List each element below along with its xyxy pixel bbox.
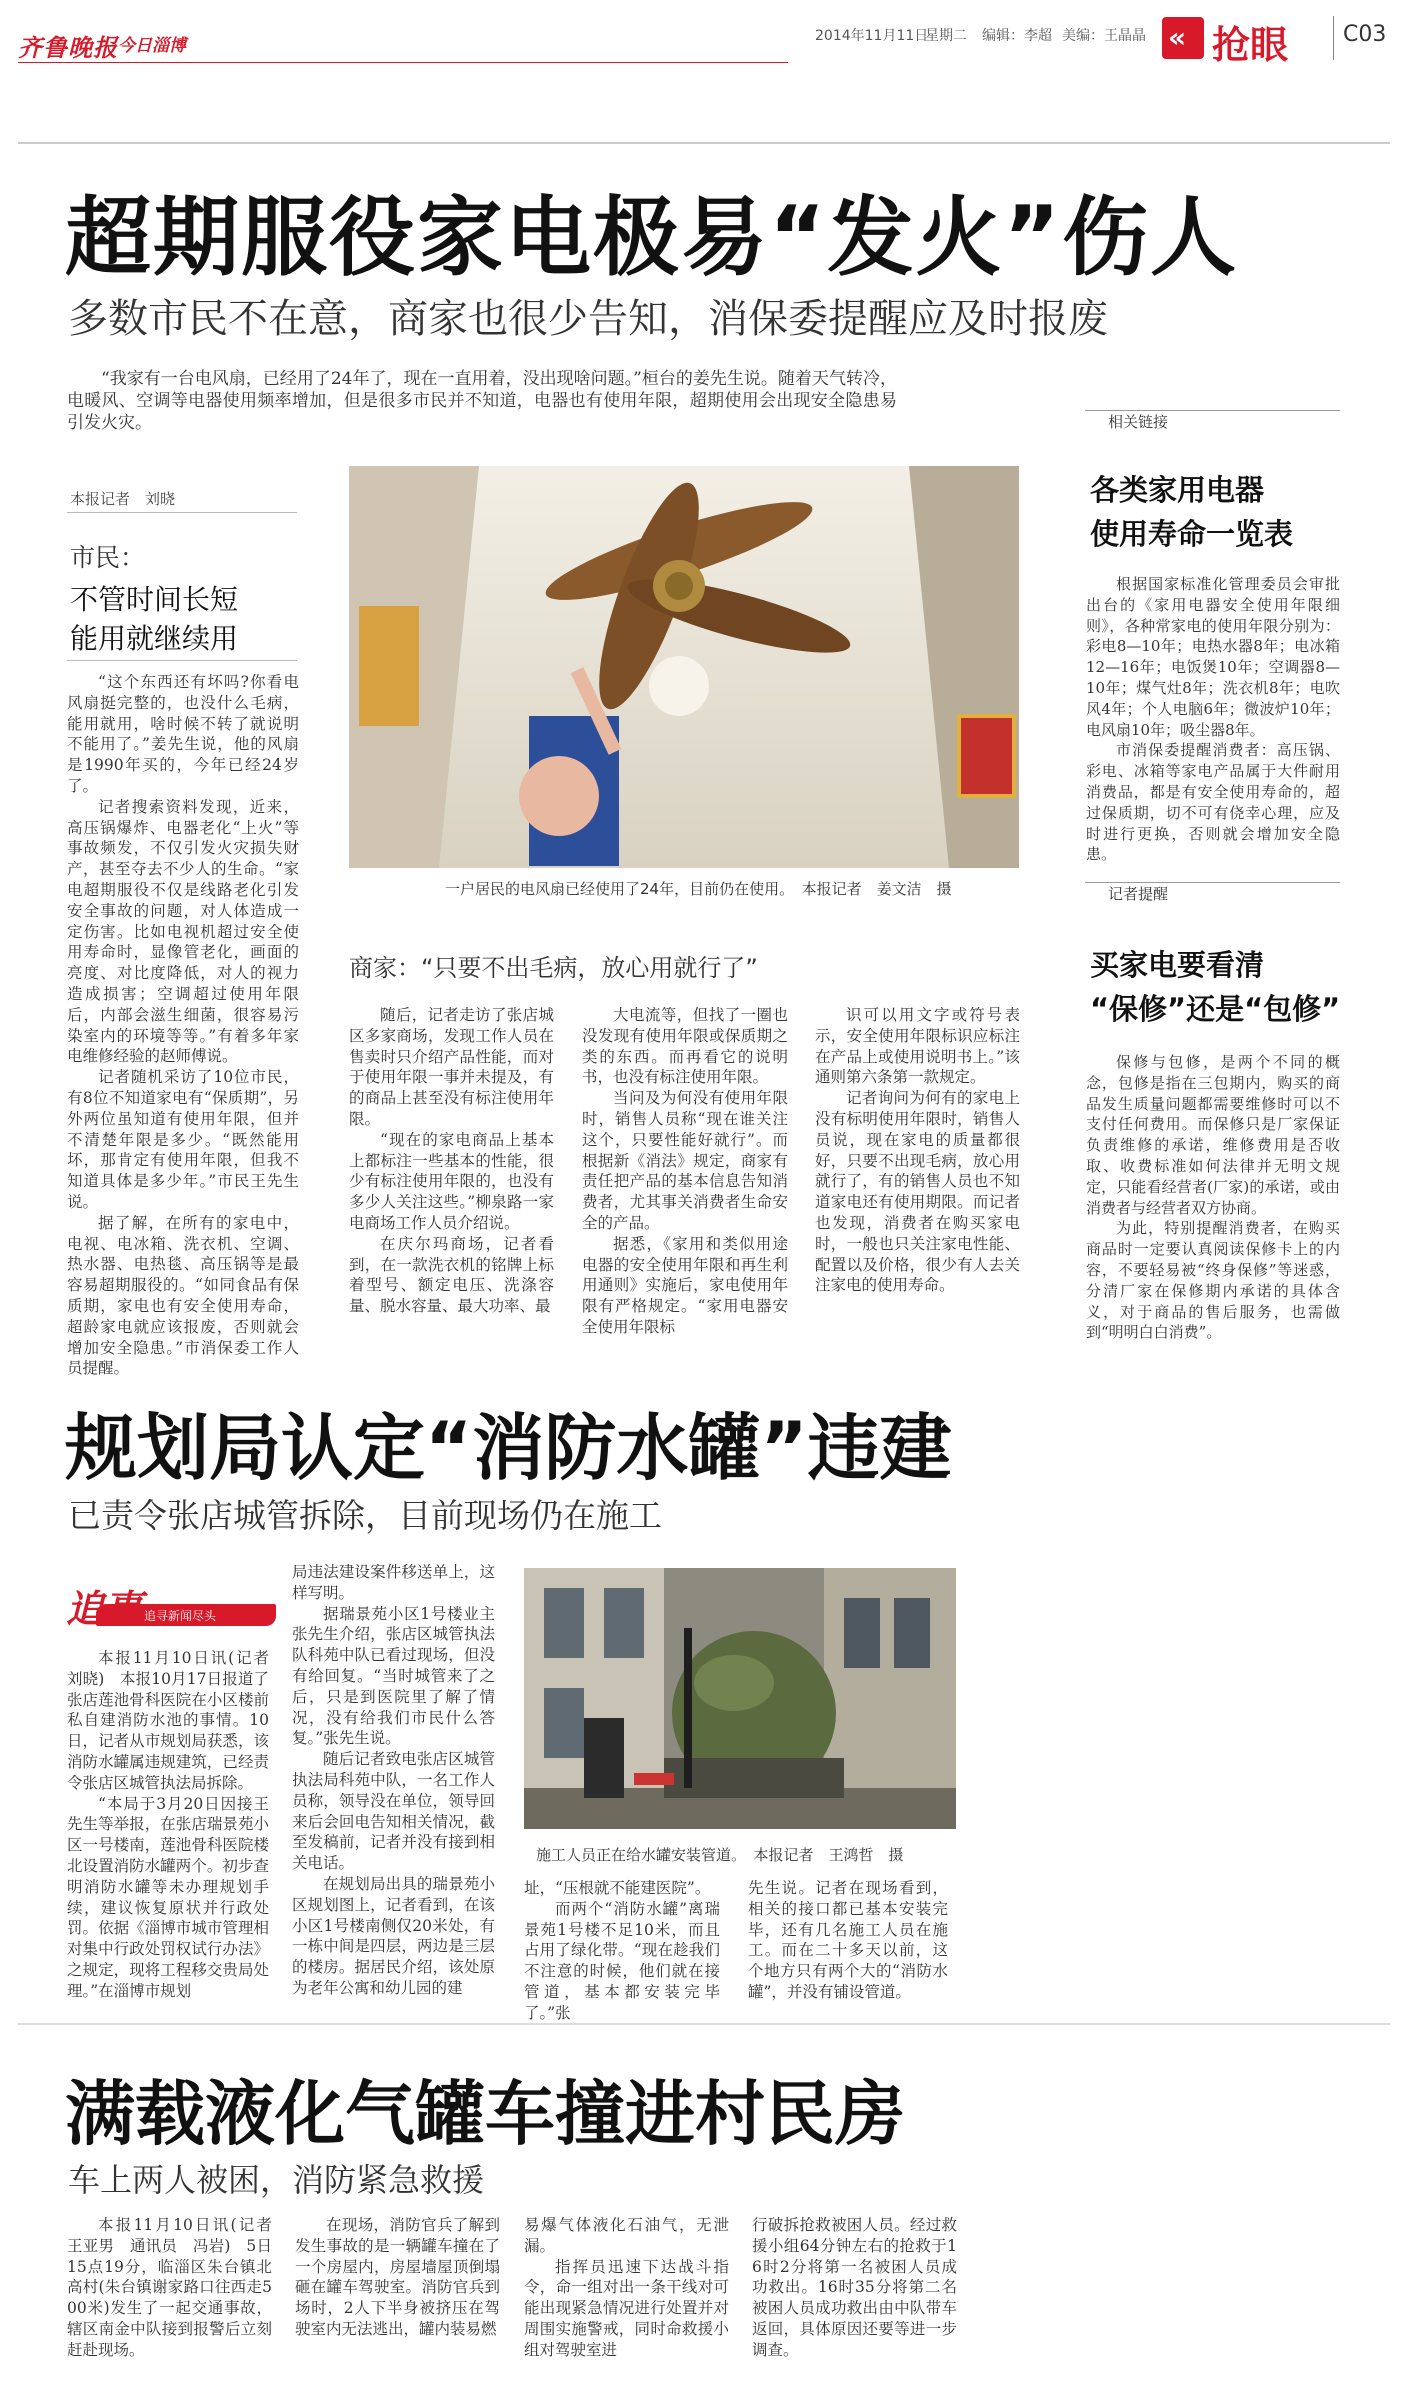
sidebar-body-2 [1086,1052,1340,1343]
paragraph: 随后记者致电张店区城管执法局科苑中队，一名工作人员称，领导没在单位，领导回来后会回电告知相关情况，截至发稿前，记者并没有接到相关电话。 [292,1750,495,1873]
chevron-left-icon: « [1168,21,1187,54]
paragraph: “现在的家电商品上基本上都标注一些基本的性能，很少有标注使用年限的，也没有多少人关注这些。”柳泉路一家电商场工作人员介绍说。 [349,1130,554,1232]
paragraph: 识可以用文字或符号表示，安全使用年限标识应标注在产品上或使用说明书上。”该通则第六条第一款规定。 [815,1006,1020,1087]
paragraph: “这个东西还有坏吗?你看电风扇挺完整的，也没什么毛病，能用就用，啥时候不转了就说明不能用了。”姜先生说，他的风扇是1990年买的，今年已经24岁了。 [67,673,299,795]
paragraph: 而两个“消防水罐”离瑞景苑1号楼不足10米，而且占用了绿化带。“现在趁我们不注意的时候，他们就在接管道，基本都安装完毕了。”张 [524,1899,720,2022]
article2-col1 [67,1648,285,2002]
follow-up-badge [66,1578,280,1638]
paragraph: 行破拆抢救被困人员。经过救援小组64分钟左右的抢救于16时2分将第一名被困人员成功救出。16时35分将第二名被困人员成功救出由中队带车返回，具体原因还要等进一步调查。 [752,2216,957,2359]
paragraph: 本报11月10日讯(记者 刘晓) 本报10月17日报道了张店莲池骨科医院在小区楼前私自建消防水池的事情。10日，记者从市规划局获悉，该消防水罐属违规建筑，已经责令张店区城管执法局拆除。 [67,1649,285,1792]
sidebar-tag-related: 相关链接 [1108,413,1169,431]
masthead-rule [18,62,788,63]
article2-col2 [292,1562,495,1999]
article1-headline: 超期服役家电极易“发火”伤人 [65,188,1239,288]
citizen-rule [67,660,297,661]
paragraph: 本报11月10日讯(记者 王亚男 通讯员 冯岩) 5日15点19分，临淄区朱台镇北高村(朱台镇谢家路口往西走500米)发生了一起交通事故，辖区南金中队接到报警后立刻赶赴现场。 [67,2216,288,2359]
paragraph: 为此，特别提醒消费者，在购买商品时一定要认真阅读保修卡上的内容，不要轻易被“终身保修”等迷惑，分清厂家在保修期内承诺的具体含义，对于商品的售后服务，也需做到“明明白白消费”。 [1086,1219,1340,1342]
page-number: C03 [1343,22,1387,47]
paragraph: 易爆气体液化石油气，无泄漏。 [524,2216,729,2255]
article1-lead: “我家有一台电风扇，已经用了24年了，现在一直用着，没出现啥问题。”桓台的姜先生说。随着天气转冷，电暖风、空调等电器使用频率增加，但是很多市民并不知道，电器也有使用年限，超期使用会出现安全隐患易引发火灾。 [67,369,897,433]
article3-col3 [524,2215,729,2361]
article3-col2 [295,2215,500,2340]
paragraph: “本局于3月20日因接王先生等举报，在张店瑞景苑小区一号楼南，莲池骨科医院楼北设置消防水罐两个。初步查明消防水罐等未办理规划手续，建议恢复原状并行政处罚。依据《淄博市城市管理相对集中行政处罚权试行办法》之规定，现将工程移交贵局处理。”在淄博市规划 [67,1794,269,2000]
water-tank-photo [524,1568,956,1829]
paragraph: 据了解，在所有的家电中，电视、电冰箱、洗衣机、空调、热水器、电热毯、高压锅等是最容易超期服役的。“如同食品有保质期，家电也有安全使用寿命，超龄家电就应该报废，否则就会增加安全隐患。”市消保委工作人员提醒。 [67,1213,299,1378]
designer-credit: 美编：王晶晶 [1062,28,1146,44]
badge-subtitle: 追寻新闻尽头 [144,1609,217,1623]
issue-weekday: 星期二 [925,28,967,44]
article3-col1 [67,2215,288,2361]
section-name: 今日淄博 [118,36,186,56]
article1-col3 [582,1005,788,1338]
channel-badge [1162,17,1204,59]
paragraph: 在现场，消防官兵了解到发生事故的是一辆罐车撞在了一个房屋内，房屋墙屋顶倒塌砸在罐车驾驶室。消防官兵到场时，2人下半身被挤压在驾驶室内无法逃出，罐内装易燃 [295,2216,500,2338]
article3-col4 [752,2215,957,2361]
fan-photo-caption: 一户居民的电风扇已经使用了24年，目前仍在使用。 本报记者 姜文洁 摄 [445,880,952,898]
paragraph: 局违法建设案件移送单上，这样写明。 [292,1563,495,1602]
paragraph: 当问及为何没有使用年限时，销售人员称“现在谁关注这个，只要性能好就行”。而根据新《消法》规定，商家有责任把产品的基本信息告知消费者，尤其事关消费者生命安全的产品。 [582,1089,788,1232]
paragraph: 先生说。记者在现场看到，相关的接口都已基本安装完毕，还有几名施工人员在施工。而在二十多天以前，这个地方只有两个大的“消防水罐”，并没有铺设管道。 [748,1879,948,2001]
paragraph: 据瑞景苑小区1号楼业主张先生介绍，张店区城管执法队科苑中队已看过现场，但没有给回复。“当时城管来了之后，只是到医院里了解了情况，没有给我们市民什么答复。”张先生说。 [292,1604,495,1748]
paragraph: 市消保委提醒消费者：高压锅、彩电、冰箱等家电产品属于大件耐用消费品，都是有安全使用寿命的，超过保质期，切不可有侥幸心理，应及时进行更换，否则就会增加安全隐患。 [1086,741,1340,864]
sidebar-title-2b: “保修”还是“包修” [1090,992,1341,1026]
paper-name: 齐鲁晚报 [18,33,118,62]
citizen-title-1: 不管时间长短 [70,583,239,616]
paragraph: 记者搜索资料发现，近来，高压锅爆炸、电器老化“上火”等事故频发，不仅引发火灾损失财产，甚至夺去不少人的生命。“家电超期服役不仅是线路老化引发安全事故的问题，对人体造成一定伤害。比如电视机超过安全使用寿命时，显像管老化，画面的亮度、对比度降低，对人的视力造成损害；空调超过使用年限后，内部会滋生细菌，很容易污染室内的环境等等。”有着多年家电维修经验的赵师傅说。 [67,797,299,1066]
paragraph: 大电流等，但找了一圈也没发现有使用年限或保质期之类的东西。而再看它的说明书，也没有标注使用年限。 [582,1006,788,1087]
badge-title: 追事 [66,1586,143,1631]
article2-subhead: 已责令张店城管拆除，目前现场仍在施工 [68,1496,662,1535]
header-bottom-rule [18,142,1390,144]
article2-headline: 规划局认定“消防水罐”违建 [65,1406,952,1490]
header-divider [1333,16,1334,60]
issue-date: 2014年11月11日 [815,28,929,44]
sidebar-tag-reminder: 记者提醒 [1108,885,1169,903]
article3-subhead: 车上两人被困，消防紧急救援 [68,2161,485,2199]
tank-photo-caption: 施工人员正在给水罐安装管道。 本报记者 王鸿哲 摄 [536,1846,904,1864]
paragraph: 记者随机采访了10位市民，有8位不知道家电有“保质期”，另外两位虽知道有使用年限，但并不清楚年限是多少。“既然能用坏，那肯定有使用年限，但我不知道具体是多少年。”市民王先生说。 [67,1068,299,1211]
masthead [0,0,1409,140]
ceiling-fan-photo [349,466,1019,868]
citizen-title-2: 能用就继续用 [70,622,239,655]
sidebar-title-1a: 各类家用电器 [1090,473,1265,507]
paragraph: 在规划局出具的瑞景苑小区规划图上，记者看到，在该小区1号楼南侧仅20米处，有一栋中间是四层，两边是三层的楼房。据居民介绍，该处原为老年公寓和幼儿园的建 [292,1874,495,1997]
citizen-label: 市民： [70,543,146,572]
paragraph: 随后，记者走访了张店城区多家商场，发现工作人员在售卖时只介绍产品性能，而对于使用年限一事并未提及，有的商品上甚至没有标注使用年限。 [349,1006,554,1128]
sidebar-title-1b: 使用寿命一览表 [1090,517,1294,551]
article1-col2 [349,1005,554,1317]
article1-col1 [67,672,299,1379]
paragraph: 指挥员迅速下达战斗指令，命一组对出一条干线对可能出现紧急情况进行处置并对周围实施警戒，同时命救援小组对驾驶室进 [524,2257,729,2359]
sidebar-body-1 [1086,574,1340,865]
article2-col4 [748,1878,948,2003]
paragraph: 根据国家标准化管理委员会审批出台的《家用电器安全使用年限细则》，各种常家电的使用年限分别为：彩电8—10年；电热水器8年；电冰箱12—16年；电饭煲10年；空调器8—10年；煤气灶8年；洗衣机8年；电吹风4年；个人电脑6年；微波炉10年；电风扇10年；吸尘器8年。 [1086,575,1340,739]
merchant-title: 商家：“只要不出毛病，放心用就行了” [349,954,758,982]
paragraph: 据悉，《家用和类似用途电器的安全使用年限和再生利用通则》实施后，家电使用年限有严格规定。“家用电器安全使用年限标 [582,1234,788,1336]
paragraph: 在庆尔玛商场，记者看到，在一款洗衣机的铭牌上标着型号、额定电压、洗涤容量、脱水容量、最大功率、最 [349,1234,554,1316]
article-separator [18,2023,1390,2025]
byline-rule [67,512,297,513]
water-tank-illustration [524,1568,956,1829]
ceiling-fan-illustration [349,466,1019,868]
article1-col4 [815,1005,1020,1296]
paragraph: 记者询问为何有的家电上没有标明使用年限时，销售人员说，现在家电的质量都很好，只要不出现毛病，放心用就行了，有的销售人员也不知道家电还有使用期限。而记者也发现，消费者在购买家电时，一般也只关注家电性能、配置以及价格，很少有人去关注家电的使用寿命。 [815,1089,1020,1295]
paragraph: 址，“压根就不能建医院”。 [524,1879,711,1897]
sidebar-title-2a: 买家电要看清 [1090,948,1265,982]
article2-col3 [524,1878,720,2024]
paragraph: 保修与包修，是两个不同的概念，包修是指在三包期内，购买的商品发生质量问题都需要维修时可以不支付任何费用。而保修只是厂家保证负责维修的承诺，维修费用是否收取、收费标准如何法律并无明文规定，只能看经营者(厂家)的承诺，或由消费者与经营者双方协商。 [1086,1053,1340,1217]
article3-headline: 满载液化气罐车撞进村民房 [65,2073,905,2155]
channel-name: 抢眼 [1212,23,1289,67]
article1-byline: 本报记者 刘晓 [70,490,176,508]
article1-subhead: 多数市民不在意，商家也很少告知，消保委提醒应及时报废 [68,296,1108,342]
editor-credit: 编辑：李超 [982,28,1052,44]
